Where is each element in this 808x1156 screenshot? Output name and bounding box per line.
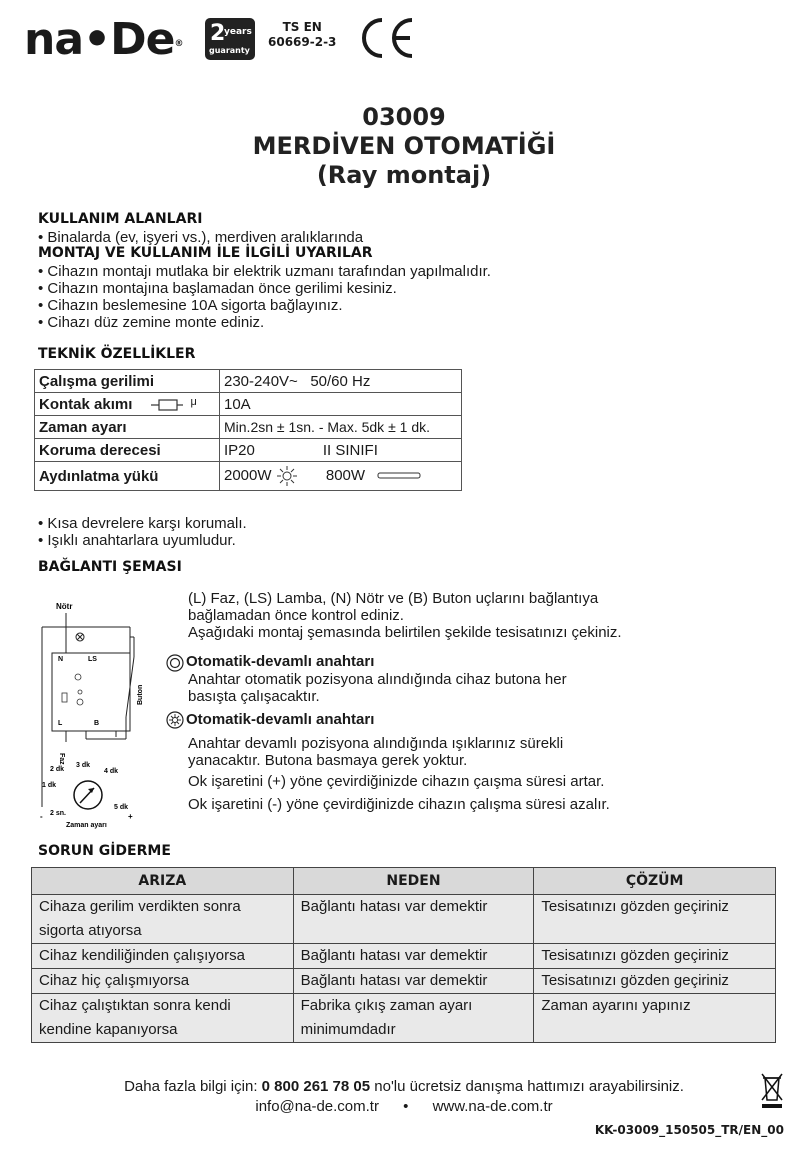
warning-item: • Cihazın montajına başlamadan önce gerilimi kesiniz. bbox=[38, 280, 397, 297]
mode2-text: Anahtar devamlı pozisyona alındığında ışıklarınız sürekli bbox=[188, 735, 564, 752]
footer-pre: Daha fazla bilgi için: bbox=[124, 1078, 262, 1095]
terminal-n: N bbox=[58, 656, 64, 663]
guarantee-word: guaranty bbox=[209, 46, 250, 55]
mode2-text: yanacaktır. Butona basmaya gerek yoktur. bbox=[188, 752, 468, 769]
specs-heading: TEKNİK ÖZELLİKLER bbox=[38, 346, 196, 362]
wiring-diagram bbox=[38, 597, 178, 833]
spec-key: Çalışma gerilimi bbox=[35, 370, 220, 393]
spec-row bbox=[35, 439, 462, 462]
spec-value-cell bbox=[220, 462, 462, 491]
document-code: KK-03009_150505_TR/EN_00 bbox=[594, 1123, 784, 1137]
guarantee-number: 2 bbox=[210, 21, 226, 46]
spec-value: 230-240V~ 50/60 Hz bbox=[220, 370, 462, 393]
solution-cell: Tesisatınızı gözden geçiriniz bbox=[534, 969, 776, 994]
table-row bbox=[32, 895, 776, 944]
warning-item: • Cihazın montajı mutlaka bir elektrik uzmanı tarafından yapılmalıdır. bbox=[38, 263, 491, 280]
spec-value: Min.2sn ± 1sn. - Max. 5dk ± 1 dk. bbox=[220, 416, 462, 439]
brand-logo bbox=[24, 14, 183, 65]
trouble-heading: SORUN GİDERME bbox=[38, 843, 171, 859]
table-row bbox=[32, 944, 776, 969]
col-header-ariza: ARIZA bbox=[32, 868, 294, 895]
diagram-label-notr: Nötr bbox=[56, 602, 73, 611]
feature-item: • Kısa devrelere karşı korumalı. bbox=[38, 515, 247, 532]
mode1-text: Anahtar otomatik pozisyona alındığında cihaz butona her bbox=[188, 671, 567, 688]
cause-cell: Fabrika çıkış zaman ayarı minimumdadır bbox=[293, 994, 534, 1043]
product-subtitle: (Ray montaj) bbox=[316, 161, 492, 189]
dial-plus: + bbox=[128, 812, 133, 821]
dial-3dk: 3 dk bbox=[76, 762, 91, 769]
spec-value: IP20 bbox=[224, 441, 255, 459]
relay-contact-icon bbox=[151, 399, 191, 411]
continuous-mode-icon bbox=[166, 711, 184, 729]
fault-cell: Cihaz kendiliğinden çalışıyorsa bbox=[32, 944, 294, 969]
solution-cell: Tesisatınızı gözden geçiriniz bbox=[534, 944, 776, 969]
spec-row bbox=[35, 393, 462, 416]
product-code: 03009 bbox=[362, 103, 446, 131]
standard-label bbox=[268, 20, 336, 50]
dial-5dk: 5 dk bbox=[114, 804, 129, 811]
footer-web[interactable]: www.na-de.com.tr bbox=[432, 1098, 553, 1115]
cause-cell: Bağlantı hatası var demektir bbox=[293, 969, 534, 994]
minus-direction-text: Ok işaretini (-) yöne çevirdiğinizde cihazın çalışma süresi azalır. bbox=[188, 796, 610, 813]
mode1-title: Otomatik-devamlı anahtarı bbox=[186, 653, 375, 670]
guarantee-years: years bbox=[224, 27, 252, 37]
warning-item: • Cihazı düz zemine monte ediniz. bbox=[38, 314, 265, 331]
spec-value-fluorescent: 800W bbox=[325, 466, 366, 484]
spec-row bbox=[35, 462, 462, 491]
spec-row bbox=[35, 370, 462, 393]
mode1-text: basışta çalışacaktır. bbox=[188, 688, 320, 705]
dial-2dk: 2 dk bbox=[50, 766, 65, 773]
intro-line: Aşağıdaki montaj şemasında belirtilen şekilde tesisatınızı çekiniz. bbox=[188, 624, 622, 641]
specs-table bbox=[34, 369, 462, 491]
spec-value: 10A bbox=[220, 393, 462, 416]
spec-key: Aydınlatma yükü bbox=[35, 462, 220, 491]
terminal-b: B bbox=[94, 720, 100, 727]
mode2-title: Otomatik-devamlı anahtarı bbox=[186, 711, 375, 728]
plus-direction-text: Ok işaretini (+) yöne çevirdiğinizde cihazın çaışma süresi artar. bbox=[188, 773, 605, 790]
footer-phone[interactable]: 0 800 261 78 05 bbox=[261, 1078, 371, 1095]
intro-line: (L) Faz, (LS) Lamba, (N) Nötr ve (B) Buton uçlarını bağlantıya bbox=[188, 590, 599, 607]
usage-heading: KULLANIM ALANLARI bbox=[38, 211, 203, 227]
dial-minus: - bbox=[40, 812, 43, 821]
solution-cell: Zaman ayarını yapınız bbox=[534, 994, 776, 1043]
footer-contact-line bbox=[0, 1078, 808, 1095]
col-header-neden: NEDEN bbox=[293, 868, 534, 895]
diagram-label-buton: Buton bbox=[137, 684, 144, 705]
usage-item: • Binalarda (ev, işyeri vs.), merdiven aralıklarında bbox=[38, 229, 364, 246]
fault-cell: Cihaz çalıştıktan sonra kendi kendine kapanıyorsa bbox=[32, 994, 294, 1043]
footer-email[interactable]: info@na-de.com.tr bbox=[255, 1098, 379, 1115]
micro-symbol: μ bbox=[190, 395, 197, 408]
guarantee-badge bbox=[205, 18, 255, 60]
product-name: MERDİVEN OTOMATİĞİ bbox=[252, 132, 556, 160]
diagram-label-faz: Faz bbox=[58, 753, 65, 765]
cause-cell: Bağlantı hatası var demektir bbox=[293, 895, 534, 944]
connection-heading: BAĞLANTI ŞEMASI bbox=[38, 559, 182, 575]
weee-bin-icon bbox=[758, 1070, 786, 1110]
terminal-ls: LS bbox=[88, 656, 97, 663]
spec-key-cell bbox=[35, 393, 220, 416]
bulb-icon bbox=[276, 465, 298, 487]
feature-item: • Işıklı anahtarlara uyumludur. bbox=[38, 532, 236, 549]
trouble-table bbox=[31, 867, 776, 1043]
spec-key: Kontak akımı bbox=[39, 395, 133, 413]
spec-value-class: II SINIFI bbox=[322, 441, 378, 459]
brand-name: na•De bbox=[24, 14, 175, 65]
spec-key: Zaman ayarı bbox=[35, 416, 220, 439]
footer-post: no'lu ücretsiz danışma hattımızı arayabilirsiniz. bbox=[370, 1078, 684, 1095]
footer-separator: • bbox=[403, 1098, 409, 1115]
table-row bbox=[32, 969, 776, 994]
ce-mark-icon bbox=[352, 14, 416, 62]
solution-cell: Tesisatınızı gözden geçiriniz bbox=[534, 895, 776, 944]
terminal-l: L bbox=[58, 720, 63, 727]
fault-cell: Cihaza gerilim verdikten sonra sigorta atıyorsa bbox=[32, 895, 294, 944]
warning-item: • Cihazın beslemesine 10A sigorta bağlayınız. bbox=[38, 297, 343, 314]
cause-cell: Bağlantı hatası var demektir bbox=[293, 944, 534, 969]
spec-value: 2000W bbox=[224, 466, 272, 484]
registered-mark: ® bbox=[174, 39, 183, 49]
warnings-heading: MONTAJ VE KULLANIM İLE İLGİLİ UYARILAR bbox=[38, 245, 373, 261]
dial-label: Zaman ayarı bbox=[66, 822, 107, 829]
spec-key: Koruma derecesi bbox=[35, 439, 220, 462]
footer-links bbox=[0, 1098, 808, 1115]
fluorescent-tube-icon bbox=[377, 471, 421, 481]
fault-cell: Cihaz hiç çalışmıyorsa bbox=[32, 969, 294, 994]
spec-value-cell bbox=[220, 439, 462, 462]
table-row bbox=[32, 994, 776, 1043]
standard-line1: TS EN bbox=[282, 20, 322, 34]
col-header-cozum: ÇÖZÜM bbox=[534, 868, 776, 895]
dial-1dk: 1 dk bbox=[42, 782, 57, 789]
intro-line: bağlamadan önce kontrol ediniz. bbox=[188, 607, 404, 624]
dial-2sn: 2 sn. bbox=[50, 810, 66, 817]
trouble-header-row bbox=[32, 868, 776, 895]
auto-mode-icon bbox=[166, 654, 184, 672]
spec-row bbox=[35, 416, 462, 439]
dial-4dk: 4 dk bbox=[104, 768, 119, 775]
standard-line2: 60669-2-3 bbox=[268, 35, 337, 49]
